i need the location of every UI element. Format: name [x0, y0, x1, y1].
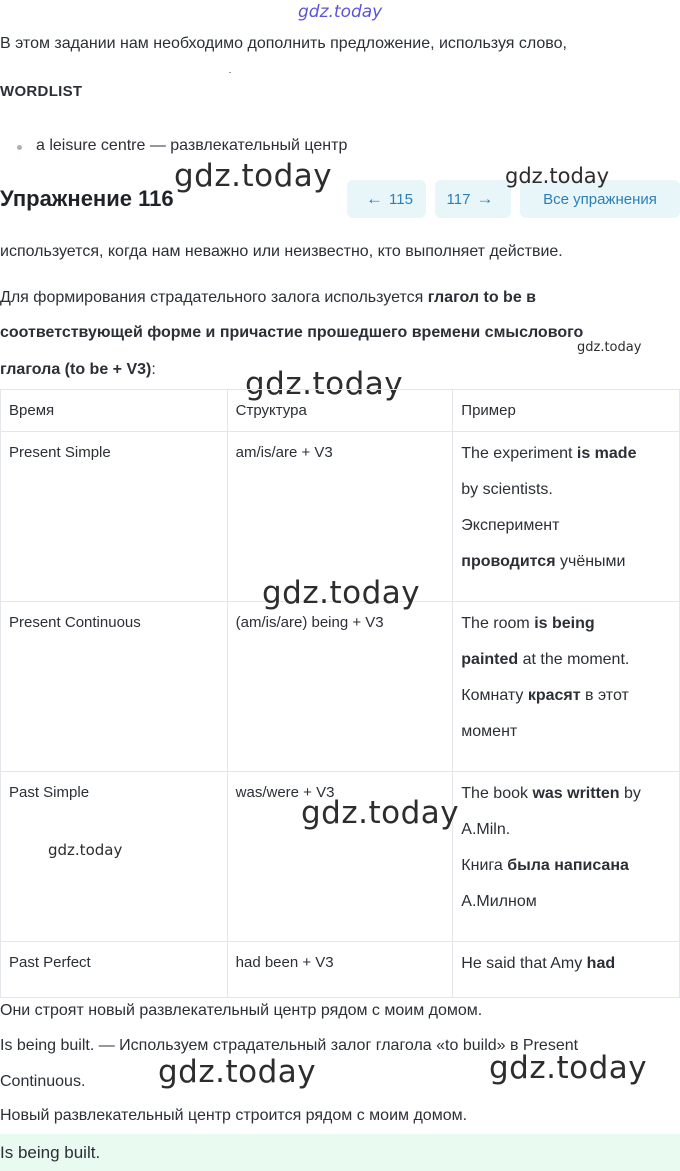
example-cell [453, 432, 680, 602]
example-text: Комнату [461, 687, 528, 704]
solution-translation: Новый развлекательный центр строится рядом с моим домом. [0, 1107, 468, 1124]
example-text: at the moment. [518, 651, 630, 668]
word-item: a leisure centre — развлекательный центр [36, 137, 348, 154]
theory-line: используется, когда нам неважно или неизвестно, кто выполняет действие. [0, 243, 563, 260]
example-text: в этот [580, 687, 629, 704]
example-bold: красят [527, 687, 581, 704]
example-text: The room [461, 615, 535, 632]
table-header-row [1, 390, 680, 432]
theory-text: : [151, 361, 156, 378]
header-cell: Время [1, 390, 228, 432]
bullet-icon [17, 145, 22, 150]
theory-bold-line: соответствующей форме и причастие прошедшего времени смыслового [0, 324, 584, 341]
watermark: gdz.today [489, 1050, 648, 1086]
table-row [1, 942, 680, 998]
tense-cell: Present Continuous [1, 602, 228, 772]
example-bold: painted [461, 651, 519, 668]
example-bold: is made [576, 445, 637, 462]
example-text: А.Милном [461, 893, 537, 910]
watermark: gdz.today [245, 366, 404, 402]
example-cell [453, 772, 680, 942]
arrow-right-icon: → [476, 189, 494, 208]
watermark: gdz.today [298, 2, 383, 22]
table-row [1, 602, 680, 772]
theory-bold-text: глагола (to be + V3) [0, 361, 152, 378]
wordlist-title: WORDLIST [0, 83, 83, 100]
example-text: момент [461, 723, 518, 740]
header-cell: Структура [227, 390, 453, 432]
next-exercise-label: 117 [446, 190, 471, 208]
prev-exercise-label: 115 [389, 190, 413, 208]
example-text: Книга [461, 857, 508, 874]
structure-cell: am/is/are + V3 [227, 432, 453, 602]
example-bold: is being [534, 615, 595, 632]
stray-mark [229, 72, 231, 73]
watermark: gdz.today [577, 340, 642, 355]
example-bold: проводится [461, 553, 556, 570]
example-bold: was written [532, 785, 620, 802]
task-text: В этом задании нам необходимо дополнить предложение, используя слово, [0, 35, 567, 52]
tense-cell: Present Simple [1, 432, 228, 602]
example-text: учёными [555, 553, 626, 570]
header-cell: Пример [453, 390, 680, 432]
example-text: A.Miln. [461, 821, 511, 838]
example-text: The experiment [461, 445, 577, 462]
watermark: gdz.today [48, 841, 123, 859]
watermark: gdz.today [158, 1054, 317, 1090]
tense-cell: Past Perfect [1, 942, 228, 998]
prev-exercise-button[interactable] [347, 180, 426, 218]
all-exercises-label: Все упражнения [543, 190, 657, 208]
example-text: Эксперимент [461, 517, 560, 534]
example-text: The book [461, 785, 533, 802]
theory-bold-text: глагол to be в [427, 289, 536, 306]
structure-cell: was/were + V3 [227, 772, 453, 942]
example-cell [453, 602, 680, 772]
exercise-title: Упражнение 116 [0, 186, 174, 211]
solution-explanation: Continuous. [0, 1073, 86, 1090]
arrow-left-icon: ← [366, 189, 384, 208]
example-text: by [619, 785, 641, 802]
watermark: gdz.today [174, 158, 333, 194]
grammar-table [0, 389, 680, 998]
structure-cell: (am/is/are) being + V3 [227, 602, 453, 772]
example-cell [453, 942, 680, 998]
theory-text: Для формирования страдательного залога используется [0, 289, 428, 306]
example-bold: была написана [507, 857, 629, 874]
next-exercise-button[interactable] [435, 180, 511, 218]
example-bold: had [586, 955, 616, 972]
example-text: He said that Amy [461, 955, 587, 972]
answer-text: Is being built. [0, 1143, 101, 1162]
watermark: gdz.today [505, 164, 610, 188]
tense-cell: Past Simple [1, 772, 228, 942]
watermark: gdz.today [301, 795, 460, 831]
watermark: gdz.today [262, 575, 421, 611]
solution-sentence: Они строят новый развлекательный центр рядом с моим домом. [0, 1002, 483, 1019]
theory-line [0, 289, 536, 307]
theory-line [0, 361, 156, 379]
structure-cell: had been + V3 [227, 942, 453, 998]
example-text: by scientists. [461, 481, 553, 498]
solution-explanation: Is being built. — Используем страдательный залог глагола «to build» в Present [0, 1037, 579, 1054]
answer-box [0, 1134, 680, 1171]
